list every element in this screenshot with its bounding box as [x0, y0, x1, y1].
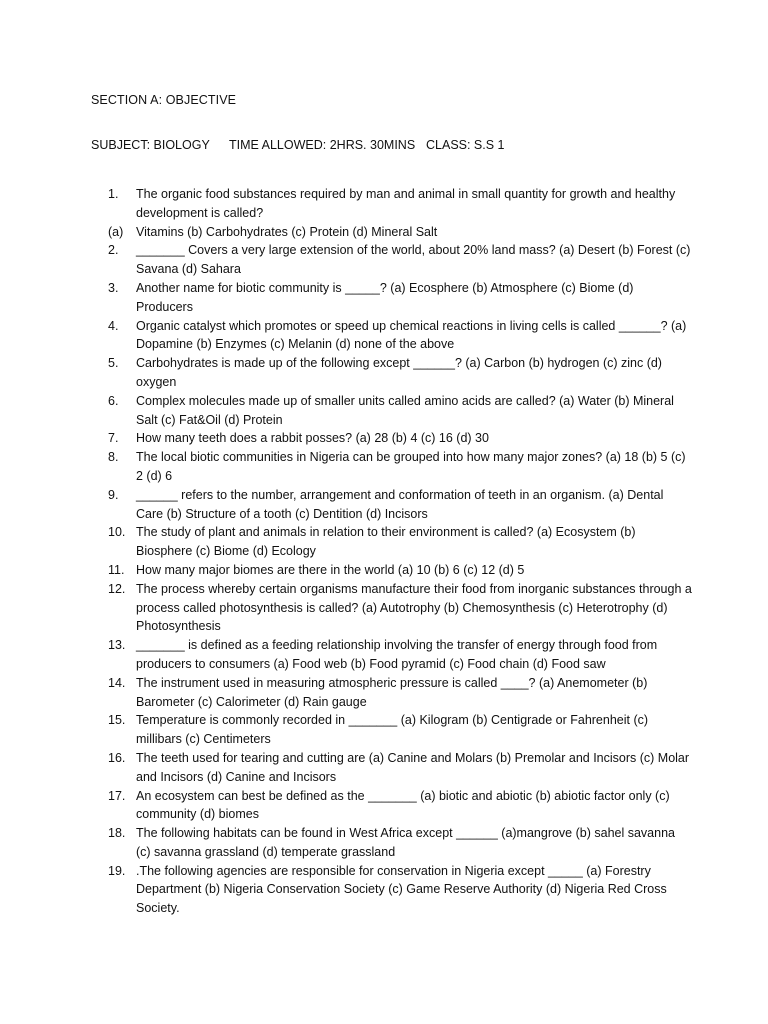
question-text: The process whereby certain organisms manufacture their food from inorganic substances through a process called photosynthesis is called? (a) Autotrophy (b) Chemosynthesis (c) Heterotrophy (d) Photosynthesis [136, 581, 692, 634]
question-item [108, 787, 693, 825]
exam-header [91, 138, 505, 152]
question-item [108, 824, 693, 862]
question-number: 12. [108, 581, 126, 596]
question-text: How many major biomes are there in the world (a) 10 (b) 6 (c) 12 (d) 5 [136, 562, 525, 577]
question-item [108, 674, 693, 712]
question-text: .The following agencies are responsible for conservation in Nigeria except _____ (a) Forestry Department (b) Nigeria Conservation Society (c) Game Reserve Authority (d) Nigeria Red Cross Society. [136, 863, 667, 916]
question-text: _______ Covers a very large extension of the world, about 20% land mass? (a) Desert (b) Forest (c) Savana (d) Sahara [136, 243, 691, 277]
question-item [108, 241, 693, 279]
question-number: 7. [108, 431, 119, 446]
question-text: ______ refers to the number, arrangement and conformation of teeth in an organism. (a) Dental Care (b) Structure of a tooth (c) Dentition (d) Incisors [136, 487, 664, 521]
question-text: The organic food substances required by man and animal in small quantity for growth and healthy development is called? [136, 187, 676, 220]
question-text: _______ is defined as a feeding relationship involving the transfer of energy through food from producers to consumers (a) Food web (b) Food pyramid (c) Food chain (d) Food saw [136, 638, 658, 671]
question-number: 17. [108, 788, 126, 803]
question-text: The instrument used in measuring atmospheric pressure is called ____? (a) Anemometer (b) Barometer (c) Calorimeter (d) Rain gauge [136, 675, 648, 709]
question-number: 13. [108, 638, 126, 653]
question-text: Carbohydrates is made up of the following except ______? (a) Carbon (b) hydrogen (c) zinc (d) oxygen [136, 356, 662, 389]
question-item [108, 561, 693, 580]
question-number: 14. [108, 675, 126, 690]
question-item [108, 580, 693, 636]
question-item [108, 862, 693, 918]
question-item [108, 223, 693, 242]
question-number: 15. [108, 713, 126, 728]
question-number: 5. [108, 356, 119, 371]
question-text: Temperature is commonly recorded in _______ (a) Kilogram (b) Centigrade or Fahrenheit (c) millibars (c) Centimeters [136, 713, 649, 747]
question-text: The study of plant and animals in relation to their environment is called? (a) Ecosystem (b) Biosphere (c) Biome (d) Ecology [136, 525, 636, 559]
question-item [108, 523, 693, 561]
question-list [108, 185, 693, 918]
question-item [108, 354, 693, 392]
question-text: Vitamins (b) Carbohydrates (c) Protein (d) Mineral Salt [136, 224, 438, 239]
question-item [108, 185, 693, 223]
question-number: 2. [108, 243, 119, 258]
question-item [108, 636, 693, 674]
section-title: SECTION A: OBJECTIVE [91, 93, 237, 107]
time-allowed-label: TIME ALLOWED: 2HRS. 30MINS [229, 138, 416, 152]
question-item [108, 279, 693, 317]
question-item [108, 448, 693, 486]
question-text: An ecosystem can best be defined as the _______ (a) biotic and abiotic (b) abiotic factor only (c) community (d) biomes [136, 788, 670, 822]
question-number: 8. [108, 450, 119, 465]
class-label: CLASS: S.S 1 [426, 138, 505, 152]
question-number: 19. [108, 863, 126, 878]
question-item [108, 392, 693, 430]
question-number: 1. [108, 187, 119, 201]
question-number: 16. [108, 750, 126, 765]
question-text: The local biotic communities in Nigeria can be grouped into how many major zones? (a) 18 (b) 5 (c) 2 (d) 6 [136, 450, 686, 483]
question-number: 9. [108, 487, 119, 502]
question-number: 3. [108, 280, 119, 295]
question-number: 18. [108, 826, 126, 841]
question-text: Complex molecules made up of smaller units called amino acids are called? (a) Water (b) Mineral Salt (c) Fat&Oil (d) Protein [136, 393, 674, 427]
question-text: Another name for biotic community is _____? (a) Ecosphere (b) Atmosphere (c) Biome (d) Producers [136, 280, 634, 314]
question-item [108, 429, 693, 448]
question-text: The following habitats can be found in West Africa except ______ (a)mangrove (b) sahel savanna (c) savanna grassland (d) temperate grassland [136, 826, 675, 859]
question-text: Organic catalyst which promotes or speed up chemical reactions in living cells is called ______? (a) Dopamine (b) Enzymes (c) Melanin (d) none of the above [136, 318, 687, 352]
question-item [108, 711, 693, 749]
question-number: 11. [108, 562, 125, 577]
question-item [108, 317, 693, 355]
subject-label: SUBJECT: BIOLOGY [91, 138, 210, 152]
question-number: 10. [108, 525, 126, 540]
question-number: 6. [108, 393, 119, 408]
question-text: How many teeth does a rabbit posses? (a) 28 (b) 4 (c) 16 (d) 30 [136, 431, 489, 446]
question-item [108, 749, 693, 787]
question-item [108, 486, 693, 524]
question-text: The teeth used for tearing and cutting are (a) Canine and Molars (b) Premolar and Incisors (c) Molar and Incisors (d) Canine and Incisors [136, 750, 690, 784]
question-number: (a) [108, 224, 124, 239]
question-number: 4. [108, 318, 119, 333]
